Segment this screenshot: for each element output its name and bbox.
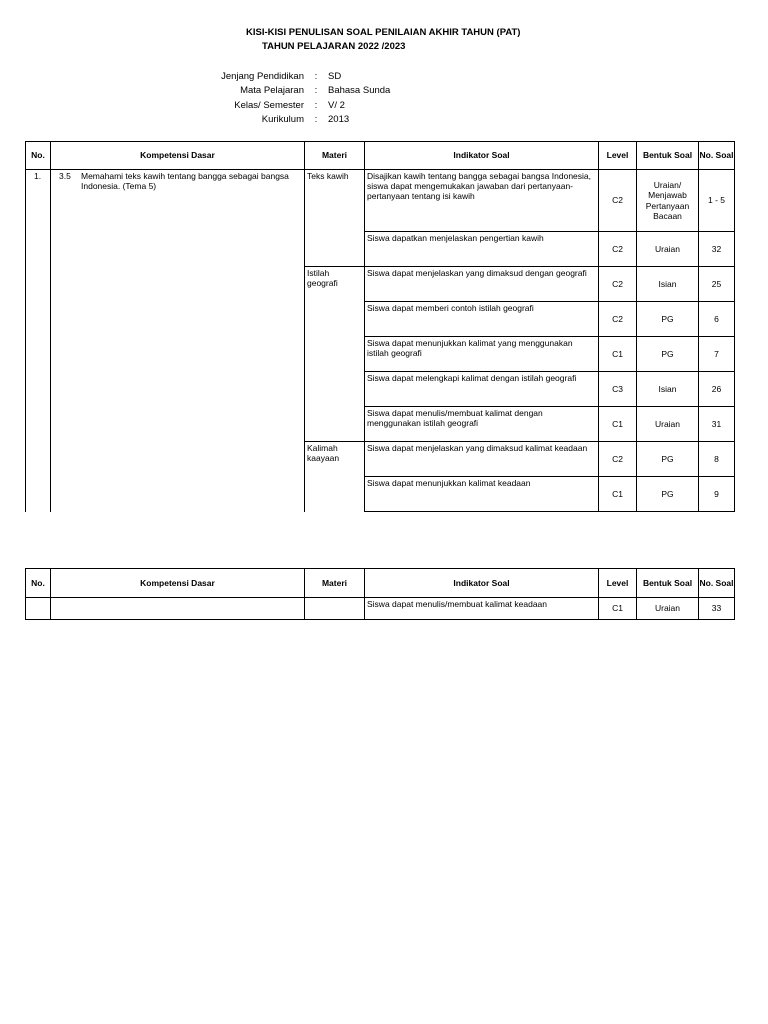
no-soal-cell: 32 [699,232,735,267]
no-soal-cell: 31 [699,407,735,442]
no-soal-cell: 1 - 5 [699,170,735,232]
indikator-cell: Siswa dapat menunjukkan kalimat keadaan [365,477,599,512]
column-header-kompetensi-dasar: Kompetensi Dasar [51,569,305,598]
level-cell: C1 [599,598,637,620]
column-header-bentuk-soal: Bentuk Soal [637,142,699,170]
column-header-indikator-soal: Indikator Soal [365,569,599,598]
document-subtitle: TAHUN PELAJARAN 2022 /2023 [262,41,406,52]
bentuk-soal-cell: PG [637,302,699,337]
level-cell: C3 [599,372,637,407]
info-label: Jenjang Pendidikan [221,70,304,82]
materi-cell: Istilah geografi [305,267,365,442]
no-soal-cell: 33 [699,598,735,620]
kompetensi-dasar-cell [51,598,305,620]
level-cell: C2 [599,267,637,302]
materi-cell: Kalimah kaayaan [305,442,365,512]
column-header-indikator-soal: Indikator Soal [365,142,599,170]
bentuk-soal-cell: Uraian [637,232,699,267]
kisi-kisi-table [25,141,735,512]
indikator-cell: Siswa dapat menulis/membuat kalimat keadaan [365,598,599,620]
kompetensi-dasar-cell [51,170,305,512]
level-cell: C2 [599,442,637,477]
info-value: Bahasa Sunda [328,85,391,97]
info-colon: : [314,70,318,82]
info-value: SD [328,70,342,82]
kd-number: 3.5 [59,171,71,181]
row-number [26,598,51,620]
bentuk-soal-cell: PG [637,442,699,477]
no-soal-cell: 8 [699,442,735,477]
info-row-kurikulum [200,113,448,128]
table-row [26,598,735,620]
no-soal-cell: 6 [699,302,735,337]
level-cell: C1 [599,407,637,442]
column-header-bentuk-soal: Bentuk Soal [637,569,699,598]
no-soal-cell: 7 [699,337,735,372]
materi-cell: Teks kawih [305,170,365,267]
info-colon: : [314,99,318,111]
document-title: KISI-KISI PENULISAN SOAL PENILAIAN AKHIR TAHUN (PAT) [246,27,521,38]
info-colon: : [314,85,318,97]
column-header-level: Level [599,142,637,170]
bentuk-soal-cell: Uraian [637,598,699,620]
column-header-level: Level [599,569,637,598]
info-row-mapel [200,84,448,99]
indikator-cell: Siswa dapat menjelaskan yang dimaksud dengan geografi [365,267,599,302]
bentuk-soal-cell: PG [637,477,699,512]
info-row-jenjang [200,69,448,84]
bentuk-soal-cell: Isian [637,372,699,407]
indikator-cell: Siswa dapatkan menjelaskan pengertian kawih [365,232,599,267]
info-label: Kurikulum [261,114,304,126]
level-cell: C1 [599,477,637,512]
indikator-cell: Siswa dapat menjelaskan yang dimaksud kalimat keadaan [365,442,599,477]
level-cell: C2 [599,232,637,267]
column-header-no: No. [26,569,51,598]
column-header-no-soal: No. Soal [699,569,735,598]
no-soal-cell: 26 [699,372,735,407]
bentuk-soal-cell: Uraian [637,407,699,442]
column-header-no-soal: No. Soal [699,142,735,170]
kd-text: Memahami teks kawih tentang bangga sebagai bangsa Indonesia. (Tema 5) [81,171,289,192]
info-value: V/ 2 [328,99,345,111]
no-soal-cell: 25 [699,267,735,302]
info-value: 2013 [328,114,350,126]
bentuk-soal-cell: Uraian/ Menjawab Pertanyaan Bacaan [637,170,699,232]
table-header-row [26,569,735,598]
kisi-kisi-table-continued [25,568,735,620]
materi-cell [305,598,365,620]
indikator-cell: Siswa dapat menunjukkan kalimat yang menggunakan istilah geografi [365,337,599,372]
table-header-row [26,142,735,170]
table-row [26,170,735,232]
no-soal-cell: 9 [699,477,735,512]
bentuk-soal-cell: Isian [637,267,699,302]
info-label: Mata Pelajaran [240,85,304,97]
bentuk-soal-cell: PG [637,337,699,372]
info-row-kelas [200,98,448,113]
indikator-cell: Siswa dapat memberi contoh istilah geografi [365,302,599,337]
indikator-cell: Siswa dapat menulis/membuat kalimat dengan menggunakan istilah geografi [365,407,599,442]
level-cell: C2 [599,302,637,337]
info-colon: : [314,114,318,126]
level-cell: C1 [599,337,637,372]
column-header-materi: Materi [305,569,365,598]
column-header-kompetensi-dasar: Kompetensi Dasar [51,142,305,170]
info-label: Kelas/ Semester [234,99,304,111]
indikator-cell: Siswa dapat melengkapi kalimat dengan istilah geografi [365,372,599,407]
column-header-no: No. [26,142,51,170]
indikator-cell: Disajikan kawih tentang bangga sebagai bangsa Indonesia, siswa dapat mengemukakan jawaban dari pertanyaan-pertanyaan tentang isi kawih [365,170,599,232]
level-cell: C2 [599,170,637,232]
column-header-materi: Materi [305,142,365,170]
row-number: 1. [26,170,51,512]
document-info [200,69,448,127]
